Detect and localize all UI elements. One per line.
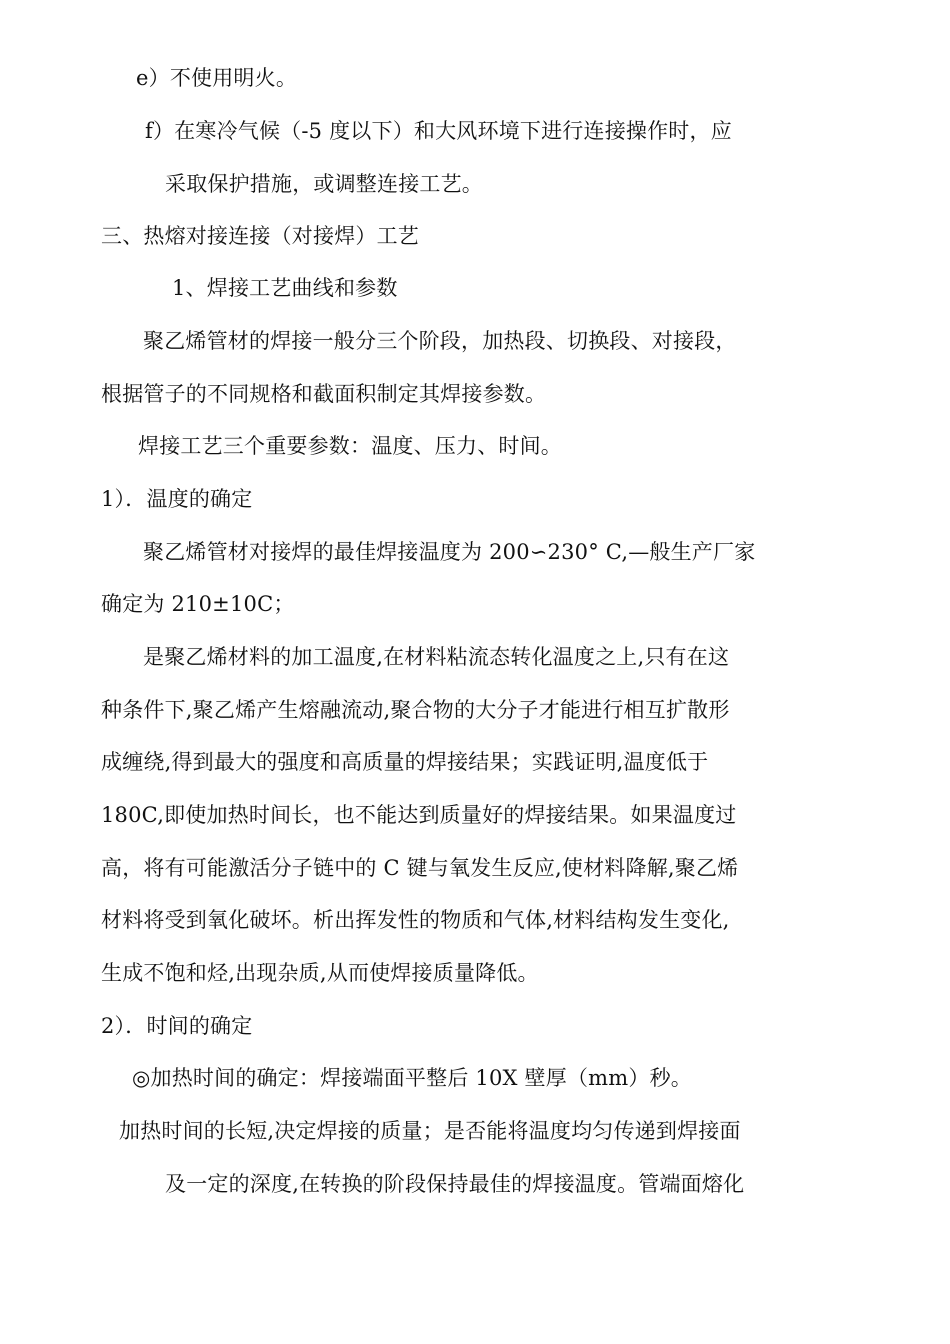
paragraph-line: 种条件下,聚乙烯产生熔融流动,聚合物的大分子才能进行相互扩散形	[101, 698, 730, 722]
paragraph-line: 高，将有可能激活分子链中的 C 键与氧发生反应,使材料降解,聚乙烯	[101, 856, 739, 880]
paragraph-line: 材料将受到氧化破坏。析出挥发性的物质和气体,材料结构发生变化,	[101, 908, 730, 932]
item-f-continuation: 采取保护措施，或调整连接工艺。	[165, 172, 483, 196]
paragraph-line: 确定为 210±10C；	[101, 592, 295, 616]
temperature-heading: 1）．温度的确定	[101, 487, 253, 511]
paragraph-line: 成缠绕,得到最大的强度和高质量的焊接结果；实践证明,温度低于	[101, 750, 709, 774]
paragraph-line: 焊接工艺三个重要参数：温度、压力、时间。	[138, 434, 562, 458]
paragraph-line: 及一定的深度,在转换的阶段保持最佳的焊接温度。管端面熔化	[165, 1172, 745, 1196]
heating-time-line: ◎加热时间的确定：焊接端面平整后 10X 壁厚（mm）秒。	[132, 1066, 692, 1090]
paragraph-line: 生成不饱和烃,出现杂质,从而使焊接质量降低。	[101, 961, 539, 985]
subsection-heading: 1、焊接工艺曲线和参数	[172, 276, 398, 300]
section-heading: 三、热熔对接连接（对接焊）工艺	[101, 224, 419, 248]
item-e-text: e）不使用明火。	[136, 66, 298, 90]
paragraph-line: 是聚乙烯材料的加工温度,在材料粘流态转化温度之上,只有在这	[143, 645, 730, 669]
item-f-text: f）在寒冷气候（-5 度以下）和大风环境下进行连接操作时，应	[145, 119, 732, 143]
paragraph-line: 聚乙烯管材对接焊的最佳焊接温度为 200∽230° C,—般生产厂家	[143, 540, 756, 564]
time-heading: 2）．时间的确定	[101, 1014, 253, 1038]
paragraph-line: 加热时间的长短,决定焊接的质量；是否能将温度均匀传递到焊接面	[119, 1119, 741, 1143]
paragraph-line: 180C,即使加热时间长，也不能达到质量好的焊接结果。如果温度过	[101, 803, 737, 827]
paragraph-line: 根据管子的不同规格和截面积制定其焊接参数。	[101, 382, 547, 406]
paragraph-line: 聚乙烯管材的焊接一般分三个阶段，加热段、切换段、对接段，	[143, 329, 737, 353]
